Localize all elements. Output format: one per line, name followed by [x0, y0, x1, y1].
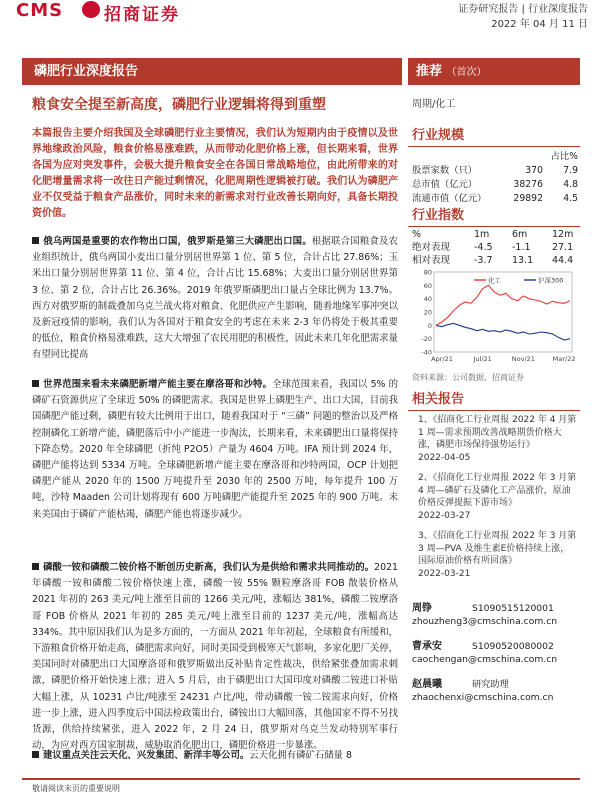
row-value: 370: [525, 165, 543, 176]
rating-banner: [408, 58, 580, 85]
row-value: 13.1: [512, 255, 534, 266]
header-cell: 6m: [512, 229, 528, 240]
bullet-paragraph: [32, 748, 398, 764]
analyst-name: 周铮: [412, 603, 432, 614]
brand-en: CMS: [16, 0, 64, 21]
bullet-body: 云天化拥有磷矿石储量 8: [249, 750, 352, 761]
related-date: 2022-03-21: [418, 568, 471, 579]
bullet-lead: 磷酸一铵和磷酸二铵价格不断创历史新高，我们认为是供给和需求共同推动的。: [43, 562, 375, 573]
related-report[interactable]: [418, 414, 578, 464]
bullet-paragraph: [32, 234, 398, 364]
row-pct: 7.9: [563, 165, 578, 176]
table-header: [412, 228, 578, 241]
row-pct: 4.5: [563, 193, 578, 204]
industry-index-table: [412, 228, 578, 267]
row-label: 流通市值（亿元）: [412, 193, 487, 204]
y-tick-label: 0: [427, 321, 432, 330]
y-tick-label: -20: [421, 335, 432, 344]
report-type: 证券研究报告 | 行业深度报告: [458, 4, 588, 15]
related-report[interactable]: [418, 472, 578, 522]
industry-scale-table: [412, 150, 578, 206]
x-tick-label: Apr/21: [431, 355, 453, 363]
abstract: 本篇报告主要介绍我国及全球磷肥行业主要情况，我们认为短期内由于疫情以及世界地缘政治风险，粮食价格易涨难跌，从而带动化肥价格上涨，但长期来看，世界各国为应对突发事件，会极大提升粮食安全在各国日常战略地位，由此所带来的对化肥增量需求将一改往日产能过剩情况，化肥周期性逻辑被打破。我们认为磷肥产业不仅受益于粮食产品涨价，同时未来的新需求对行业改善长期向好，具备长期投资价值。: [32, 128, 398, 219]
report-meta: [458, 2, 588, 32]
analyst: [412, 678, 582, 704]
row-label: 总市值（亿元）: [412, 179, 478, 190]
bullet-lead: 俄乌两国是重要的农作物出口国，俄罗斯是第三大磷肥出口国。: [43, 236, 312, 247]
bullet-lead: 建议重点关注云天化、兴发集团、新洋丰等公司。: [43, 750, 250, 761]
related-date: 2022-03-27: [418, 510, 471, 521]
analyst-id: S1090520080002: [472, 641, 554, 652]
analyst-name: 赵晨曦: [412, 679, 442, 690]
related-date: 2022-04-05: [418, 452, 471, 463]
related-index: 3、: [418, 531, 433, 541]
table-row: [412, 241, 578, 254]
related-report[interactable]: [418, 530, 578, 580]
bullet-paragraph: [32, 560, 398, 754]
analyst-email[interactable]: zhouzheng3@cmschina.com.cn: [412, 616, 558, 627]
related-title: 《招商化工行业周报 2022 年 3 月第 4 周—磷矿石及磷化工产品涨价，原油价格反弹提振下游市场》: [418, 473, 577, 509]
related-index: 2、: [418, 473, 433, 483]
analyst-id: 研究助理: [472, 679, 509, 690]
analyst-name: 曹承安: [412, 641, 442, 652]
analyst: [412, 602, 582, 628]
row-label: 相对表现: [412, 255, 451, 266]
legend-label: 化工: [488, 276, 501, 285]
row-value: 27.1: [552, 242, 574, 253]
y-tick-label: 60: [423, 281, 432, 290]
row-label: 股票家数（只）: [412, 165, 478, 176]
rating-sub: （首次）: [446, 67, 487, 78]
y-tick-label: 40: [423, 295, 432, 304]
series-line-hs300: [436, 323, 570, 340]
bullet-square-icon: [32, 563, 39, 570]
row-value: 38276: [513, 179, 543, 190]
bullet-paragraph: [32, 377, 398, 523]
report-date: 2022 年 04 月 11 日: [491, 19, 588, 30]
section-title-related: 相关报告: [408, 388, 580, 411]
series-line-chem: [436, 285, 570, 325]
row-label: 绝对表现: [412, 242, 451, 253]
row-value: -1.1: [512, 242, 531, 253]
analyst-email[interactable]: caochengan@cmschina.com.cn: [412, 654, 558, 665]
analyst: [412, 640, 582, 666]
header-cell: %: [412, 229, 422, 240]
section-title-scale: 行业规模: [408, 124, 580, 147]
bullet-lead: 世界范围来看未来磷肥新增产能主要在摩洛哥和沙特。: [43, 379, 273, 390]
bullet-square-icon: [32, 237, 39, 244]
report-title-banner: [22, 58, 402, 85]
row-value: -4.5: [474, 242, 493, 253]
headline: 粮食安全提至新高度，磷肥行业逻辑将得到重塑: [32, 97, 326, 113]
bullet-square-icon: [32, 751, 39, 758]
row-pct: 4.8: [563, 179, 578, 190]
y-tick-label: 20: [423, 308, 432, 317]
bullet-body: 全球范围来看，我国以 5% 的磷矿石资源供应了全球近 50% 的磷肥需求。我国是世界上磷肥生产、出口大国，目前我国磷肥产能过剩，磷肥有较大比例用于出口，随着我国对于 “三磷” 问题的整治以及严格控制磷化工新增产能，磷肥落后中小产能进一步淘汰，长期来看，未来磷肥出口量将保持下降态势。2020 年全球磷肥（折纯 P2O5）产量为 4604 万吨。IFA 预计到 2024 年，磷肥产能将达到 5334 万吨。全球磷肥新增产能主要在摩洛哥和沙特两国，OCP 计划把磷肥产能从 2020 年的 1500 万吨提升至 2030 年的 2500 万吨，每年提升 100 万吨，沙特 Maaden 公司计划将现有 600 万吨磷肥产能提升至 2025 年的 900 万吨。未来美国由于磷矿产能枯竭，磷肥产能也将逐步减少。: [32, 379, 398, 520]
analyst-email[interactable]: zhaochenxi@cmschina.com.cn: [412, 692, 554, 703]
x-tick-label: Nov/21: [511, 355, 535, 363]
report-title: 磷肥行业深度报告: [34, 64, 139, 79]
brand-badge-icon: [82, 1, 100, 18]
pct-header: 占比%: [550, 151, 578, 162]
table-row: [412, 178, 578, 192]
rating: 推荐: [416, 64, 443, 79]
header-cell: 1m: [474, 229, 490, 240]
y-tick-label: 80: [423, 268, 432, 277]
brand-logo: [0, 0, 210, 25]
bullet-body: 根据联合国粮食及农业组织统计，俄乌两国小麦出口量分别居世界第 1 位、第 5 位，合计占比 27.86%；玉米出口量分别居世界第 11 位、第 4 位，合计占比 15.68%；大麦出口量分别居世界第 3 位、第 2 位，合计占比 26.36%。2019 年俄罗斯磷肥出口量占全球比例为 13.7%。西方对俄罗斯的制裁叠加乌克兰战火将对粮食、化肥供应产生影响，随着地缘军事冲突以及新冠疫情的影响，我们认为各国对于粮食安全的考虑在未来 2-3 年仍将处于极其重要的低位，粮食价格易涨难跌，这大大增强了农民用肥的积极性，因此未来几年化肥需求量有望同比提高: [32, 236, 398, 361]
row-value: 44.4: [552, 255, 574, 266]
industry-index-chart: [412, 266, 580, 366]
related-title: 《招商化工行业周报 2022 年 4 月第 1 周—需求预期改善战略期货价格大涨，磷肥市场保持强势运行》: [418, 415, 577, 451]
y-tick-label: -40: [421, 348, 432, 357]
related-index: 1、: [418, 415, 433, 425]
footer-note: 敬请阅读末页的重要说明: [32, 784, 120, 793]
table-row: [412, 164, 578, 178]
bullet-square-icon: [32, 380, 39, 387]
bullet-body: 2021 年磷酸一铵和磷酸二铵价格快速上涨，磷酸一铵 55% 颗粒摩洛哥 FOB 散装价格从 2021 年初的 263 美元/吨上涨至目前的 1266 美元/吨，涨幅达 381%，磷酸二铵摩洛哥 FOB 价格从 2021 年初的 285 美元/吨上涨至目前的 1237 美元/吨，涨幅高达 334%。其中原因我们认为是多方面的，一方面从 2021 年年初起，全球粮食有所缓和，下游粮食价格开始走高，磷肥需求向好，同时美国受到极寒天气影响，多家化肥厂关停，美国同时对磷肥出口大国摩洛哥和俄罗斯做出反补贴肯定性裁决，供给紧张叠加需求刺激，磷肥价格开始快速上涨；进入 5 月后，由于磷肥出口大国印度对磷酸二铵进口补贴大幅上涨，从 10231 卢比/吨涨至 24231 卢比/吨，带动磷酸一铵二铵需求向好，价格进一步上涨，进入四季度后中国法检政策出台，磷铵出口大幅回落，其他国家不得不另找货源，供给持续紧张，进入 2022 年，2 月 24 日，俄罗斯对乌克兰发动特别军事行动，为应对西方国家制裁，威胁取消化肥出口，磷肥价格进一步暴涨。: [32, 562, 398, 752]
x-tick-label: Jul/21: [473, 355, 492, 363]
legend-label: 沪深300: [538, 276, 564, 285]
row-value: -3.7: [474, 255, 493, 266]
analyst-id: S1090515120001: [472, 603, 554, 614]
footer-divider: [22, 778, 580, 780]
chart-source-note: 资料来源：公司数据、招商证券: [412, 373, 524, 382]
related-title: 《招商化工行业周报 2022 年 3 月第 3 周—PVA 及维生素E价格持续上涨，国际原油价格有所回落》: [418, 531, 577, 567]
section-title-index: 行业指数: [408, 204, 580, 227]
table-header: [412, 150, 578, 164]
industry-label: 周期/化工: [412, 99, 456, 110]
x-tick-label: Mar/22: [552, 355, 576, 363]
header-cell: 12m: [552, 229, 574, 240]
brand-cn: 招商证券: [104, 5, 180, 25]
row-value: 29892: [513, 193, 543, 204]
